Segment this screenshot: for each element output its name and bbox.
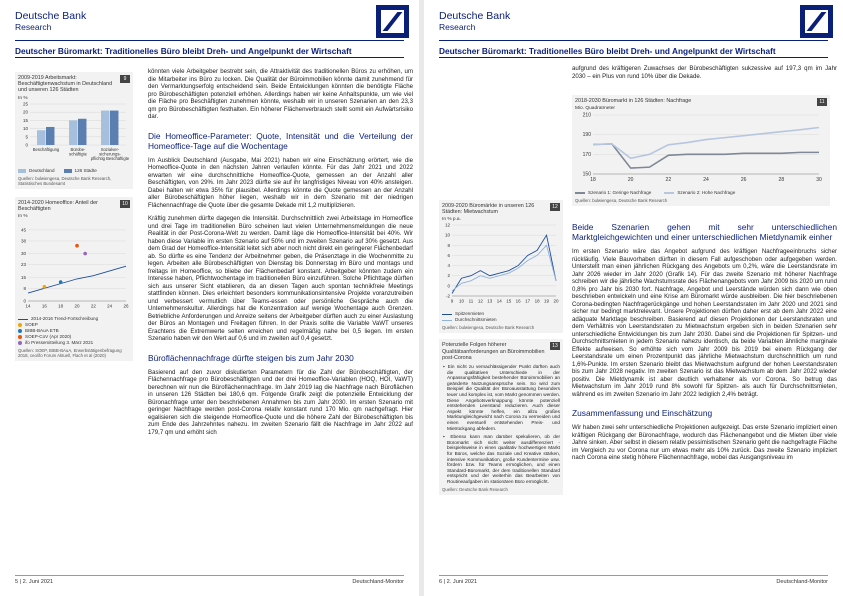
x-tick-label: 26 [740,177,747,184]
figure-title: Potenzielle Folgen höherer Qualitätsanforderungen an Büroimmobilien post-Corona [442,342,545,361]
line-chart-homeoffice [18,219,130,311]
y-tick-label: 4 [447,263,450,269]
legend-swatch [18,335,22,339]
section-heading: Beide Szenarien gehen mit sehr unterschiedlichen Marktgleichgewichten und einer unterschiedlichen Mietdynamik einher [572,222,837,242]
y-tick-label: 20 [22,109,28,115]
series-line [452,246,556,292]
x-tick-label: pflichtig Beschäftigte [90,155,130,161]
y-tick-label: 8 [447,243,450,249]
main-text-column [572,222,837,468]
x-tick-label: 22 [90,303,96,309]
figure-unit: In % [18,95,28,101]
legend-swatch [442,320,452,321]
x-tick-label: 18 [590,177,596,184]
bullet-text: Ein nicht zu vernachlässigender Punkt dürften auch die qualitativen Unterschiede in der Anpassungsfähigkeit bestehender Büroimmobilien an geänderte Nutzungsansprüche sein. So wird zum Beispiel die Qualität der Büroausstattung besonders teuer und komplex ist, vom Markt genommen werden. Diese Angebotsverknappung könnte potenziell entstehenden Leerstand reduzieren. Auch dieser Aspekt könnte helfen, ein allzu großes Marktungleichgewicht nach Corona zu vermeiden und einen eventuell entstehenden Preis- und Mietrückgang abfedern. [447,364,560,431]
x-tick-label: 24 [703,177,709,184]
brand-sub: Research [15,22,52,32]
y-tick-label: 5 [25,133,28,139]
footer-page-date: 5 | 2. Juni 2021 [15,579,54,585]
bar [101,110,109,144]
x-tick-label: 10 [458,298,464,304]
page-headline: Deutscher Büromarkt: Traditionelles Büro bleibt Dreh- und Angelpunkt der Wirtschaft [15,46,352,56]
legend-label: Spitzenmieten [455,311,485,317]
footer-page-date: 6 | 2. Juni 2021 [439,579,478,585]
legend-swatch [18,323,22,327]
legend-swatch [18,341,22,345]
x-tick-label: 20 [74,303,80,309]
x-tick-label: 16 [41,303,47,309]
y-tick-label: 10 [22,125,28,131]
legend [575,190,827,196]
y-tick-label: 38 [20,238,26,244]
bar [110,110,118,144]
bar [78,118,86,144]
bar-chart-employment [18,101,130,163]
legend-label: 2014-2016 Trend-Fortschreibung [31,316,99,322]
x-tick-label: 18 [58,303,64,309]
page-6 [424,0,843,596]
x-tick-label: 28 [778,177,785,184]
x-tick-label: 11 [468,298,474,304]
paragraph: Wir haben zwei sehr unterschiedliche Projektionen aufgezeigt. Das erste Szenario impliziert einen kräftigen Rückgang der Büronachfrage, wodurch das Flächenangebot und die Mieten über viele Jahre sinken. Aber selbst in diesem relativ pessimistischen Szenario geht die nachgefragte Fläche im Vergleich zu vor Corona nur um etwas mehr als 10% zurück. Das zweite Szenario impliziert nach Corona eine stetig höhere Flächennachfrage, wobei das Ausgangsniveau im [572,424,837,461]
figure-number: 12 [550,203,560,211]
x-tick-label: 17 [525,298,531,304]
figure-number: 9 [120,75,130,83]
section-heading: Büroflächennachfrage dürfte steigen bis zum Jahr 2030 [148,352,354,363]
legend [18,168,130,174]
y-tick-label: -2 [445,293,450,299]
main-text-column [148,68,413,442]
section-heading: Zusammenfassung und Einschätzung [572,408,713,418]
bullet-item: ▪ Ebenso kann man darüber spekulieren, ob der Büromarkt sich nicht weiter ausdifferenziert - beispielsweise in einen qualitativ hochwertigen Markt für Büros, welche das Soziale und Kreative stärken, intensive Kommunikation, große Kundentermine usw. fördern bzw. für Teams ermöglichen, und einen Standard-Büromarkt, der dem traditionellen Standard entspricht und der weiterhin das Bearbeiten von Routineaufgaben im stationären Büro ermöglicht. [443,434,560,484]
footer-publication: Deutschland-Monitor [776,579,828,585]
legend-item [442,317,560,323]
x-tick-label: 26 [123,303,129,309]
bullet-text: Ebenso kann man darüber spekulieren, ob der Büromarkt sich nicht weiter ausdifferenziert - beispielsweise in einen qualitativ hochwertigen Markt für Büros, welche das Soziale und Kreative stärken, intensive Kommunikation, große Kundentermine usw. fördern bzw. für Teams ermöglichen, und einen Standard-Büromarkt, der dem traditionellen Standard entspricht und der weiterhin das Bearbeiten von Routineaufgaben im stationären Büro ermöglicht. [447,434,560,484]
brand-name: Deutsche Bank [439,10,511,22]
figure-13 [439,339,563,495]
x-tick-label: 19 [544,298,550,304]
figure-source: Quellen: bulwiengesa, Deutsche Bank Research [575,198,668,204]
y-tick-label: 190 [582,132,591,139]
x-tick-label: 14 [496,298,502,304]
line-chart-rent-growth [442,222,560,306]
x-tick-label: Beschäftigung [32,146,60,152]
y-tick-label: 0 [25,142,28,148]
y-tick-label: 12 [444,222,450,228]
y-tick-label: 23 [20,262,26,268]
figure-number: 10 [120,200,130,208]
left-sidebar [15,72,133,365]
figure-unit: In % [18,214,28,220]
figure-source: Quellen: Deutsche Bank Research [442,487,508,493]
x-tick-label: 20 [553,298,559,304]
legend-label: SOEP [25,322,38,328]
header-rule [439,40,828,41]
data-point [83,252,87,256]
bullet-item: ▪ Ein nicht zu vernachlässigender Punkt dürften auch die qualitativen Unterschiede in der Anpassungsfähigkeit bestehender Büroimmobilien an geänderte Nutzungsansprüche sein. So wird zum Beispiel die Qualität der Büroausstattung besonders teuer und komplex ist, vom Markt genommen werden. Diese Angebotsverknappung könnte potenziell entstehenden Leerstand reduzieren. Auch dieser Aspekt könnte helfen, ein allzu großes Marktungleichgewicht nach Corona zu vermeiden und einen eventuell entstehenden Preis- und Mietrückgang abfedern. [443,364,560,431]
figure-number: 13 [550,342,560,350]
paragraph: Kräftig zunehmen dürfte dagegen die Intensität. Durchschnittlich zwei Arbeitstage im Homeoffice und drei Tage im traditionellen Büro scheinen laut vielen Unternehmensmeldungen die neue Realität in der Post-Corona-Welt zu werden. Damit läge die Homeoffice-Intensität bei 40%. Wir haben diese Variable im ersten Szenario auf 50% und im zweiten Szenario auf 30% gesetzt. Aus dem Grad der Homeoffice-Intensität leitet sich aber noch nicht direkt ein geringerer Flächenbedarf ab. So dürfte es eine Tendenz der Arbeitnehmer geben, die Präsenztage in die Wochenmitte zu legen. Arbeiten alle Bürobeschäftigten von Dienstag bis Donnerstag im Büro und montags und freitags im Homeoffice, so bliebe der Flächenbedarf konstant. Arbeitgeber könnten zudem ein Interesse haben, Pflichtwochentage im traditionellen Büro einzuführen. Solche Pflichttage dürften sich aus unserer Sicht etablieren, da an diesen Tagen auch spontan technikfreie Meetings stattfinden können. Dies erleichtert besonders kommunikationsintensive Projekte voranzutreiben und verbessert vermutlich über Teams-essen oder persönliche Gespräche auch die Unternehmenskultur. Allerdings hat die Konzentration auf wenige Wochentage auch Grenzen. Betriebliche Anforderungen und Anreize seitens der Arbeitgeber dürften auch zu einer Auslastung der Büros an Montagen und Freitagen führen. In der Praxis sollte die Variable VaWT unseres Erachtens die Extremwerte selten erreichen und regelmäßig nahe bei 0,5 liegen. Im ersten Szenario haben wir den Wert auf 0,6 und im zweiten auf 0,4 gesetzt. [148,215,413,342]
legend-label: SOEP-CoV (Apr 2020) [25,334,72,340]
bar [46,127,54,145]
figure-title: 2009-2020 Büromärkte in unseren 126 Städten: Mietwachstum [442,203,535,216]
header-rule [15,40,404,41]
legend-label: 126 Städte [74,167,97,173]
y-tick-label: 45 [20,227,26,233]
footer-rule [15,575,404,576]
legend-swatch [18,329,22,333]
page-5 [0,0,419,596]
data-point [75,244,79,248]
legend-item [18,340,130,346]
page-headline: Deutscher Büromarkt: Traditionelles Büro bleibt Dreh- und Angelpunkt der Wirtschaft [439,46,776,56]
legend-label: ifo Pressemitteilung 3. März 2021 [25,340,94,346]
legend-swatch [442,314,452,315]
x-tick-label: sicherungs- [99,151,121,157]
figure-number: 11 [817,98,827,106]
right-sidebar [439,200,563,499]
figure-unit: Mio. Quadratmeter [575,106,615,112]
x-tick-label: 18 [534,298,540,304]
x-tick-label: 12 [477,298,483,304]
legend-swatch [664,192,674,194]
bar [69,120,77,145]
y-tick-label: 25 [22,101,28,107]
figure-13-body [442,364,560,484]
legend-label: Szenario 2: Hohe Nachfrage [677,190,736,196]
headline-rule [15,57,404,58]
figure-title: 2018-2030 Büromarkt in 126 Städten: Nachfrage [575,98,692,104]
brand-name: Deutsche Bank [15,10,87,22]
paragraph: Basierend auf den zuvor diskutierten Parametern für die Zahl der Bürobeschäftigten, der Flächennachfrage pro Bürobeschäftigten und der drei Homeoffice-Variablen (HOQ, HOI, VaWT) berechnen wir nun die Büroflächennachfrage. Im Jahr 2019 lag die Nachfrage nach Büroflächen in unseren 126 Städten bei 180,6 qm. Folgende Grafik zeigt die potenzielle Entwicklung der Büronachfrage unter den beschriebenen Annahmen bis zum Jahr 2030. Im ersten Szenario mit geringer Nachfrage werden post-Corona relativ konstant rund 170 Mio. qm nachgefragt. Hier egalisieren sich die steigende Homeoffice-Quote und die höhere Zahl der Bürobeschäftigten bis zum Ende des Jahrzehntes nahezu. Im zweiten Szenario fällt die Nachfrage im Jahr 2022 auf 179,7 qm und erhöht sich [148,368,413,436]
page-footer [439,579,828,585]
footer-rule [439,575,828,576]
x-tick-label: 14 [25,303,31,309]
figure-11 [572,95,830,206]
series-line [28,266,126,293]
figure-12 [439,200,563,333]
x-tick-label: 15 [506,298,512,304]
legend-swatch [575,192,585,194]
data-point [59,280,63,284]
deutsche-bank-logo-icon [800,5,833,38]
y-tick-label: 0 [23,298,26,304]
legend-swatch [64,169,72,173]
x-tick-label: 30 [816,177,822,184]
x-tick-label: 22 [665,177,672,184]
x-tick-label: Sozialver- [100,146,120,152]
paragraph: aufgrund des kräftigeren Zuwachses der Bürobeschäftigten sukzessive auf 197,3 qm im Jahr 2030 – ein Plus von rund 10% über die Dekade. [572,65,837,80]
legend-swatch [18,319,28,320]
y-tick-label: 170 [582,152,591,159]
figure-unit: In % p.a. [442,217,461,223]
figure-source: Quellen: SOEP, BIBB-BAuA, Erwerbstätigenbefragung 2018, ceo/ifo Forum Aktuell, Flach et al (2020) [18,348,122,359]
paragraph: Im ersten Szenario wäre das Angebot aufgrund des kräftigen Nachfrageeinbruchs sicher rückläufig. Viele Bauvorhaben dürften in diesem Fall aufgeschoben oder aufgegeben werden. Unterstellt man einen jährlichen Rückgang des Angebots um 0,2%, wäre die Leerstandsrate im Jahr 2026 wieder im Jahr 2020 (Grafik 14). Für das zweite Szenario mit höherer Nachfrage schreiben wir die jährliche Wachstumsrate des Flächenangebots vom Jahr 2009 bis 2020 um rund 0,8% pro Jahr bis 2030 fort. Nachfrage, Angebot und Leerstände würden sich dann wie oben beschrieben entwickeln und eine Krise am Büromarkt würde ausbleiben. Die hier beschriebenen Corona-bedingten Nachfragerückgänge und hohen Leerstandsraten im Jahr 2020 und 2021 sind sicher nur bedingt marktrelevant. Unsere Projektionen dürften daher erst ab dem Jahr 2022 eine adäquate Marktlage beschreiben. Basierend auf diesen Projektionen der Leerstandsraten und dem Verhältnis von Leerstandsraten zu Mietwachstum ergeben sich in beiden Szenarien sehr unterschiedliche Entwicklungen bis zum Jahr 2030. Dabei sind die Projektionen für Spitzen- und Durchschnittsmieten in jedem Szenario nahezu identisch, da beide Variablen ähnliche marginale Effekte aufweisen. So erhöhte sich vom Jahr 2009 bis 2019 bei einem Rückgang der Leerstandsrate um einen Prozentpunkt das jährliche Mietwachstum durchschnittlich um rund 1,6%-Punkte. Im ersten Szenario bleibt das Mietwachstum aufgrund der hohen Leerstandsraten bis zum Jahr 2028 negativ. Im zweiten Szenario ist das Mietwachstum ab dem Jahr 2022 wieder positiv. Die Mietdynamik ist aber deutlich verhaltener als vor Corona. So betrug das Mietwachstum im Jahr 2019 rund 8% sowohl für Spitzen- als auch für Durchschnittsmieten, während es im zweiten Szenario im Jahr 2022 lediglich 2,4% beträgt. [572,248,837,398]
data-point [43,285,47,289]
deutsche-bank-logo-icon [376,5,409,38]
figure-title: 2014-2020 Homeoffice: Anteil der Beschäftigten [18,199,98,212]
y-tick-label: 210 [582,112,591,119]
y-tick-label: 6 [447,253,450,259]
section-heading: Die Homeoffice-Parameter: Quote, Intensität und die Verteilung der Homeoffice-Tage auf die Wochentage [148,130,413,151]
y-tick-label: 0 [447,283,450,289]
x-tick-label: 20 [627,177,634,184]
line-chart-office-demand [575,111,827,185]
headline-rule [439,57,828,58]
x-tick-label: schäftigte [69,151,87,157]
y-tick-label: 15 [20,274,26,280]
legend-label: BIBB-BAuA ETB [25,328,59,334]
y-tick-label: 10 [444,233,450,239]
bar [37,130,45,145]
legend-label: Szenario 1: Geringe Nachfrage [588,190,652,196]
y-tick-label: 8 [23,285,26,291]
figure-source: Quellen: bulwiengesa, Deutsche Bank Research, Statistisches Bundesamt [18,175,112,186]
paragraph: könnten viele Arbeitgeber bestrebt sein, die Attraktivität des traditionellen Büros zu erhöhen, um die Mitarbeiter ins Büro zu locken. Die Qualität der Büroimmobilien könnte damit zunehmend für den Vermarktungserfolg entscheidend sein. Beide Entwicklungen könnten die benötigte Fläche pro Bürobeschäftigten potenziell erhöhen. Allerdings haben wir keine Anhaltspunkte, um wie viel die Fläche pro Beschäftigten zunehmen könnte, weshalb wir in unseren Szenarien an den 23,3 qm pro Bürobeschäftigten festhalten. Ein höherer Flächenverbrauch stellt somit ein Aufwärtsrisiko dar. [148,68,413,120]
page-footer [15,579,404,585]
figure-10 [15,197,133,361]
top-text [572,65,837,86]
figure-title: 2009-2019 Arbeitsmarkt: Beschäftigtenwachstum in Deutschland und unseren 126 Städten [18,75,113,94]
y-tick-label: 15 [22,117,28,123]
x-tick-label: 9 [450,298,454,304]
y-tick-label: 150 [582,171,591,178]
footer-publication: Deutschland-Monitor [352,579,404,585]
paragraph: Im Ausblick Deutschland (Ausgabe, Mai 2021) haben wir eine Einschätzung erörtert, wie die Homeoffice-Quote in den nächsten Jahren verlaufen könnte. Für das Jahr 2021 und 2022 erwarten wir eine durchschnittliche Homeoffice-Quote, gemessen an der Anzahl aller Beschäftigten, von 29%. Im Jahr 2023 dürfte sie auf ihr langfristiges Niveau von 40% ansteigen. Dabei halten wir etwa 35% für plausibel. Allerdings könnte die Quote gemessen an der Anzahl aller Bürobeschäftigten höher liegen, weshalb wir in dem Szenario mit der niedrigen Flächennachfrage die Quote über die gesamte Dekade mit 1,2 multiplizieren. [148,156,413,209]
x-tick-label: 24 [107,303,113,309]
series-line [452,236,556,294]
legend-label: Durchschnittsmieten [455,317,497,323]
y-tick-label: 30 [20,251,26,257]
legend-label: Deutschland [29,167,55,173]
y-tick-label: 2 [447,273,450,279]
legend-swatch [18,169,26,173]
figure-source: Quellen: bulwiengesa, Deutsche Bank Research [442,325,535,331]
figure-9 [15,72,133,189]
x-tick-label: Bürobe- [70,146,86,152]
x-tick-label: 13 [487,298,493,304]
x-tick-label: 16 [515,298,521,304]
brand-sub: Research [439,22,476,32]
